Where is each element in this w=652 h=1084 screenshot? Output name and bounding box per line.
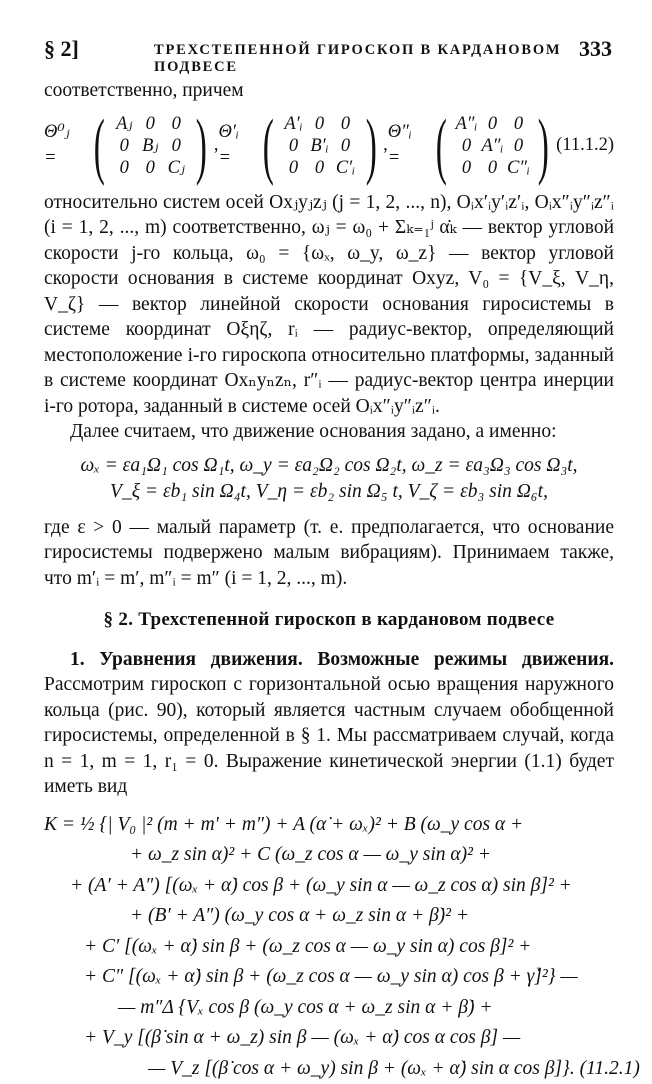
matrix-cell: 0 [281, 135, 307, 157]
paragraph-text: Рассмотрим гироскоп с горизонтальной осью вращения наружного кольца (рис. 90), который является частным случаем обобщенной гиросистемы, определенной в § 1. Мы рассматриваем случай, когда n = 1, m = 1, r₁ = 0. Выражение кинетической энергии (1.1) будет иметь вид [44, 674, 614, 797]
intro-line: соответственно, причем [44, 78, 614, 104]
formula-line: + ω_z sin α)² + C (ω_z cos α — ω_y sin α)² + [44, 840, 614, 871]
right-paren: ) [538, 109, 549, 183]
matrix-cell: 0 [505, 113, 531, 135]
formula-line: + (A′ + A″) [(ωₓ + α̇) cos β + (ω_y sin α — ω_z cos α) sin β]² + [44, 871, 614, 902]
motion-equation-line: ωₓ = εa₁Ω₁ cos Ω₁t, ω_y = εa₂Ω₂ cos Ω₂t, ω_z = εa₃Ω₃ cos Ω₃t, [44, 453, 614, 479]
subsection-heading: 1. Уравнения движения. Возможные режимы движения. [70, 649, 614, 670]
matrix-cell: 0 [479, 113, 505, 135]
matrix-cell: 0 [111, 157, 137, 179]
matrix-cell: 0 [111, 135, 137, 157]
matrix-1-label: Θ⁰ⱼ = [44, 120, 85, 171]
formula-line: K = ½ {| V₀ |² (m + m′ + m″) + A (α̇ + ωₓ)² + B (ω_y cos α + [44, 810, 614, 841]
matrix-cell: 0 [307, 157, 333, 179]
matrix-cell: C′ᵢ [333, 157, 359, 179]
matrix-cell: 0 [453, 157, 479, 179]
formula-line: + (B′ + A″) (ω_y cos α + ω_z sin α + β̇)² + [44, 901, 614, 932]
matrix-cell: 0 [453, 135, 479, 157]
matrix-cell: 0 [307, 113, 333, 135]
matrix-cell: 0 [333, 135, 359, 157]
base-motion-equations [44, 453, 614, 505]
matrix-cell: 0 [137, 113, 163, 135]
matrix-cell: 0 [479, 157, 505, 179]
matrix-cell: B′ᵢ [307, 135, 333, 157]
running-header [44, 36, 612, 66]
header-section-mark: § 2] [44, 36, 79, 62]
matrix-1-grid [111, 113, 189, 179]
formula-line: + C′ [(ωₓ + α̇) sin β + (ω_z cos α — ω_y sin α) cos β]² + [44, 932, 614, 963]
matrix-2-grid [281, 113, 359, 179]
matrix-cell: 0 [505, 135, 531, 157]
matrix-cell: 0 [137, 157, 163, 179]
matrix-3-label: Θ″ᵢ = [388, 120, 427, 171]
matrix-cell: 0 [333, 113, 359, 135]
matrix-cell: 0 [163, 135, 189, 157]
motion-equation-line: V_ξ = εb₁ sin Ω₄t, V_η = εb₂ sin Ω₅ t, V_ζ = εb₃ sin Ω₆t, [44, 479, 614, 505]
left-paren: ( [436, 109, 447, 183]
left-paren: ( [263, 109, 274, 183]
matrix-cell: Aⱼ [111, 113, 137, 135]
matrix-cell: Cⱼ [163, 157, 189, 179]
matrix-cell: C″ᵢ [505, 157, 531, 179]
paragraph-base-motion: Далее считаем, что движение основания задано, а именно: [44, 419, 614, 445]
matrix-cell: A″ᵢ [479, 135, 505, 157]
inertia-matrices [44, 108, 614, 184]
left-paren: ( [93, 109, 104, 183]
matrix-2-label: Θ′ᵢ = [219, 120, 254, 171]
paragraph-small-parameter: где ε > 0 — малый параметр (т. е. предполагается, что основание гиросистемы подвержено малым вибрациям). Принимаем также, что m′ᵢ = m′, m″ᵢ = m″ (i = 1, 2, ..., m). [44, 515, 614, 592]
section-heading: § 2. Трехстепенной гироскоп в кардановом подвесе [44, 607, 614, 633]
formula-line: — V_z [(β̇ cos α + ω_y) sin β + (ωₓ + α̇) sin α cos β]}. (11.2.1) [44, 1054, 614, 1084]
matrix-theta-j: Θ⁰ⱼ = ( Aⱼ 0 0 0 Bⱼ 0 0 0 Cⱼ ) , [44, 109, 219, 183]
matrix-theta-double-prime-i [388, 109, 556, 183]
matrix-3-grid [453, 113, 531, 179]
equation-number-11-1-2: (11.1.2) [556, 133, 614, 159]
header-running-title: ТРЕХСТЕПЕННОЙ ГИРОСКОП В КАРДАНОВОМ ПОДВЕСЕ [154, 42, 612, 76]
right-paren: ) [365, 109, 376, 183]
matrix-cell: Bⱼ [137, 135, 163, 157]
right-paren: ) [196, 109, 207, 183]
paragraph-definitions: относительно систем осей Oxⱼyⱼzⱼ (j = 1, 2, ..., n), Oᵢx′ᵢy′ᵢz′ᵢ, Oᵢx″ᵢy″ᵢz″ᵢ (i = 1, 2, ..., m) соответственно, ωⱼ = ω₀ + Σₖ₌₁ʲ α̇ₖ — вектор угловой скорости j-го кольца, ω₀ = {ωₓ, ω_y, ω_z} — вектор угловой скорости основания в системе координат Oxyz, V₀ = {V_ξ, V_η, V_ζ} — вектор линейной скорости основания гиросистемы в системе координат Oξηζ, rᵢ — радиус-вектор, определяющий местоположение i-го гироскопа относительно платформы, заданный в системе координат Oxₙyₙzₙ, r″ᵢ — радиус-вектор центра инерции i-го ротора, заданный в системе осей Oᵢx″ᵢy″ᵢz″ᵢ. [44, 190, 614, 420]
matrix-cell: 0 [281, 157, 307, 179]
matrix-cell: A′ᵢ [281, 113, 307, 135]
formula-line: + C″ [(ωₓ + α̇) sin β + (ω_z cos α — ω_y sin α) cos β + γ̇]²} — [44, 962, 614, 993]
formula-line: + V_y [(β̇ sin α + ω_z) sin β — (ωₓ + α̇) cos α cos β] — [44, 1023, 614, 1054]
paragraph-equations-of-motion [44, 647, 614, 800]
matrix-cell: A″ᵢ [453, 113, 479, 135]
matrix-theta-prime-i: Θ′ᵢ = ( A′ᵢ 0 0 0 B′ᵢ 0 0 0 C′ᵢ ) , [219, 109, 388, 183]
kinetic-energy-formula [44, 810, 614, 1084]
page-number: 333 [579, 36, 612, 62]
matrix-cell: 0 [163, 113, 189, 135]
page-body [44, 78, 614, 1084]
formula-line: — m″Δ {Vₓ cos β (ω_y cos α + ω_z sin α + β̇) + [44, 993, 614, 1024]
